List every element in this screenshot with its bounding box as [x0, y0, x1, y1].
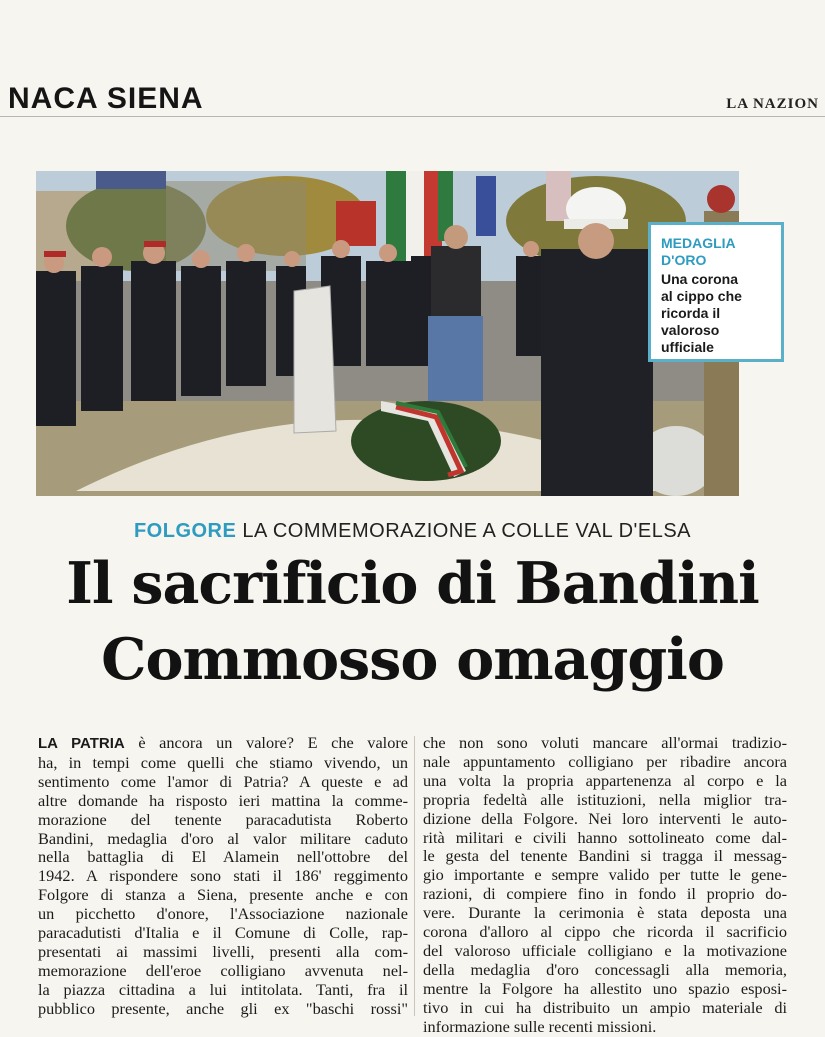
article-line: che non sono voluti mancare all'ormai tradizio-	[423, 734, 787, 752]
column-divider	[414, 736, 415, 1016]
article-line: corona d'alloro al cippo che ricorda il sacrificio	[423, 923, 787, 942]
commemoration-photo	[36, 171, 739, 496]
header-divider	[0, 116, 825, 117]
kicker	[0, 520, 825, 543]
article-line: una volta la propria appartenenza al corpo e la	[423, 771, 787, 790]
article-line: la piazza cittadina a lui intitolata. Tanti, fra il	[38, 980, 408, 999]
article-line: dizione della Folgore. Nei loro interventi le auto-	[423, 809, 787, 828]
caption-title-line: D'ORO	[661, 252, 707, 268]
article-line: vere. Durante la cerimonia è stata deposta una	[423, 904, 787, 923]
article-line: Folgore di stanza a Siena, presente anche e con	[38, 886, 408, 905]
section-title: NACA SIENA	[8, 82, 204, 115]
article-line: un picchetto d'onore, l'Associazione nazionale	[38, 905, 408, 924]
article-line-text: è ancora un valore? E che valore	[124, 734, 408, 752]
photo-illustration	[36, 171, 739, 496]
article-line: memorazione dell'eroe colligiano avvenuta nel-	[38, 961, 408, 980]
headline-line-1: Il sacrificio di Bandini	[66, 550, 759, 617]
photo-caption-box	[648, 222, 784, 362]
article-line: altre domande ha risposto ieri mattina la comme-	[38, 791, 408, 810]
article-line: nale appuntamento colligiano per ribadire ancora	[423, 752, 787, 771]
article-line: ha, in tempi come quelli che stiamo vivendo, un	[38, 753, 408, 772]
article-line: pubblico presente, anche gli ex "baschi rossi"	[38, 999, 408, 1018]
article-line: propria fedeltà alle istituzioni, nella miglior tra-	[423, 790, 787, 809]
article-line: del valoroso ufficiale colligiano e la motivazione	[423, 941, 787, 960]
headline-line-2: Commosso omaggio	[101, 626, 724, 693]
article-line-last: informazione sulle recenti missioni.	[423, 1017, 657, 1036]
article-line: nella battaglia di El Alamein nell'ottobre del	[38, 848, 408, 867]
caption-title-line: MEDAGLIA	[661, 235, 736, 251]
caption-text-line: ricorda il	[661, 305, 721, 321]
article-line: Bandini, medaglia d'oro al valor militare caduto	[38, 829, 408, 848]
article-line: tivo in cui ha distribuito un ampio materiale di	[423, 998, 787, 1017]
article-lead: LA PATRIA	[38, 735, 125, 752]
caption-text-line: ufficiale	[661, 339, 714, 355]
article-column-left	[38, 734, 408, 1019]
caption-text	[661, 271, 771, 356]
article-line: presentati ai massimi livelli, presenti alla com-	[38, 942, 408, 961]
caption-text-line: Una corona	[661, 271, 739, 287]
article-line: morazione del tenente paracadutista Roberto	[38, 810, 408, 829]
article-line: razioni, di compiere fino in fondo il proprio do-	[423, 885, 787, 904]
caption-text-line: valoroso	[661, 322, 720, 338]
caption-title	[661, 235, 771, 269]
kicker-text: LA COMMEMORAZIONE A COLLE VAL D'ELSA	[242, 520, 692, 542]
article-line: della medaglia d'oro concessagli alla memoria,	[423, 960, 787, 979]
headline	[0, 546, 825, 698]
article-line	[38, 734, 408, 754]
kicker-tag: FOLGORE	[133, 520, 237, 542]
article-line: le gesta del tenente Bandini si tragga il messag-	[423, 847, 787, 866]
caption-text-line: al cippo che	[661, 288, 742, 304]
article-line: 1942. A rispondere sono stati il 186' reggimento	[38, 867, 408, 886]
article-column-right	[423, 734, 787, 1037]
article-line: paracadutisti d'Italia e il Comune di Colle, rap-	[38, 924, 408, 943]
article-line: gio importante e sempre valido per tutte le gene-	[423, 866, 787, 885]
article-line: sentimento come l'amor di Patria? A queste e ad	[38, 772, 408, 791]
article-line: mentre la Folgore ha allestito uno spazio esposi-	[423, 979, 787, 998]
article-line: rità militari e civili hanno sottolineato come dal-	[423, 828, 787, 847]
newspaper-masthead: LA NAZION	[726, 96, 819, 112]
